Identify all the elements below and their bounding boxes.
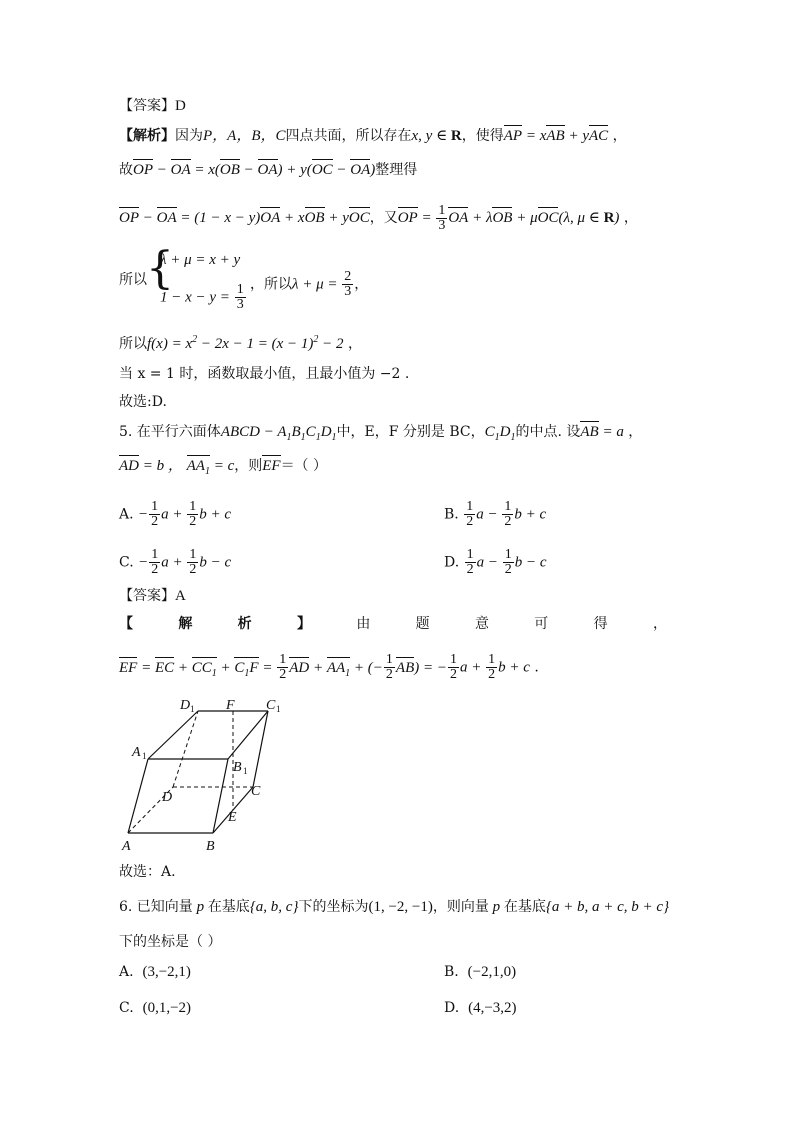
label-sub: 1	[243, 766, 248, 776]
q4-answer	[119, 96, 186, 116]
points: P，A，B，C	[203, 128, 286, 144]
q6-stem: 6. 已知向量 p 在基底{a, b, c}下的坐标为(1, −2, −1)，则向量 p 在基底{a + b, a + c, b + c}	[119, 899, 670, 915]
text: 所以	[119, 272, 147, 288]
math-solid: ABCD − $A_1B_1C_1D_1$	[220, 424, 337, 443]
q6-stem-line2: 下的坐标是（ ）	[119, 934, 222, 950]
q5-answer	[119, 586, 186, 606]
text: ，则	[234, 458, 263, 474]
option-label: B.	[444, 964, 459, 980]
char: 由	[356, 616, 371, 632]
q4-line7: 故选:D.	[119, 394, 167, 410]
text: ，使得	[461, 128, 504, 144]
math-expr: OP = $\frac{1}{3}$ OA + λOB + μOC(λ, μ ∈ R)	[397, 203, 620, 233]
text: 中，E，F 分别是 BC，	[336, 424, 485, 440]
math-expr: $f(x) = x^2 - 2x - 1 = (x - 1)^2 - 2$	[147, 334, 344, 352]
q6-option-a	[119, 962, 191, 982]
option-label: A.	[119, 964, 134, 980]
label-C1: C	[266, 698, 276, 713]
text: 故	[119, 162, 133, 178]
q4-line2	[119, 160, 417, 180]
edge-CC1	[253, 711, 268, 787]
q5-option-c: C. − $\frac{1}{2}$ a + $\frac{1}{2}$ b − c	[119, 547, 232, 577]
system-eq2: 1 − x − y = $\frac{1}{3}$	[160, 282, 244, 312]
label-A1: A	[132, 745, 141, 760]
label-sub: 1	[276, 704, 281, 714]
math-expr: OP − OA = (1 − x − y)OA + xOB + yOC	[119, 209, 370, 226]
q6-option-c	[119, 998, 191, 1018]
brace: {	[146, 243, 174, 294]
q5-analysis-heading	[119, 614, 667, 634]
text: 的中点. 设	[515, 424, 581, 440]
label-B1: B	[233, 760, 242, 775]
edge-AA1	[128, 759, 148, 833]
text: 因为	[175, 128, 203, 144]
label-A: A	[122, 839, 131, 854]
edge-A1D1	[148, 711, 198, 759]
q4-line4-rest: ，所以λ + μ = $\frac{2}{3}$ ，	[250, 269, 369, 299]
q6-option-d	[444, 998, 517, 1018]
text: 四点共面，所以存在	[285, 128, 412, 144]
parallelepiped-figure	[118, 695, 288, 855]
analysis-label: 【解析】	[119, 128, 175, 144]
q5-choice: 故选：A.	[119, 864, 176, 880]
answer-label: 【答案】	[119, 98, 175, 114]
q6-option-b	[444, 962, 516, 982]
option-label: C.	[119, 1000, 134, 1016]
option-label: D.	[444, 554, 460, 571]
answer-label: 【答案】	[119, 588, 175, 604]
q4-line3: OP − OA = (1 − x − y)OA + xOB + yOC，又OP = $\frac{1}{3}$ OA + λOB + μOC(λ, μ ∈ R) ，	[119, 203, 638, 233]
label-F: F	[226, 698, 235, 713]
label-D1: D	[180, 698, 191, 713]
char: 【	[119, 616, 133, 632]
char: 意	[474, 616, 489, 632]
option-value: (3,−2,1)	[142, 964, 191, 980]
q5-option-b: B. $\frac{1}{2}$ a − $\frac{1}{2}$ b + c	[444, 499, 547, 529]
system-eq1: λ + μ = x + y	[160, 252, 241, 268]
label-sub: 1	[142, 751, 147, 761]
q5-option-a: A. − $\frac{1}{2}$ a + $\frac{1}{2}$ b + c	[119, 499, 232, 529]
math-xy: x, y ∈ R	[411, 128, 462, 144]
q5-stem: 5. 在平行六面体ABCD − $A_1B_1C_1D_1$中，E，F 分别是 BC，$C_1D_1$的中点. 设AB = a ，	[119, 424, 643, 443]
text: 整理得	[375, 162, 418, 178]
q5-analysis-expr: EF = EC + $CC_1 + C_1F$ = $\frac{1}{2}$ AD + $AA_1$ + (− $\frac{1}{2}$ AB) = − $\frac{1}{2}$ a + $\frac{1}{2}$ b + c .	[119, 652, 539, 682]
text: 在基底	[503, 899, 546, 915]
q4-line4-prefix	[119, 270, 147, 290]
char: 题	[415, 616, 430, 632]
text: ，则向量	[432, 899, 489, 915]
text: ＝（ ）	[280, 458, 328, 474]
label-C: C	[251, 784, 261, 799]
label-B: B	[206, 839, 215, 854]
option-label: D.	[444, 1000, 460, 1016]
math-expr: OP − OA = x(OB − OA) + y(OC − OA)	[133, 162, 376, 178]
text: ，又	[369, 209, 398, 226]
q4-analysis-line1: 【解析】因为P，A，B，C四点共面，所以存在x, y ∈ R，使得AP = xAB + yAC ，	[119, 128, 627, 144]
label-sub: 1	[190, 704, 195, 714]
q5-option-d: D. $\frac{1}{2}$ a − $\frac{1}{2}$ b − c	[444, 547, 547, 577]
text: 在基底	[207, 899, 250, 915]
answer-value: D	[175, 98, 186, 114]
char: ，	[652, 616, 667, 632]
char: 析	[237, 616, 252, 632]
math-vector-eq: AP = xAB + yAC	[503, 128, 609, 144]
option-value: (4,−3,2)	[468, 1000, 517, 1016]
option-label: A.	[119, 506, 134, 523]
label-E: E	[228, 810, 237, 825]
answer-value: A	[175, 588, 186, 604]
option-value: (0,1,−2)	[142, 1000, 192, 1016]
option-label: C.	[119, 554, 134, 571]
label-D: D	[162, 790, 173, 805]
q4-line5: 所以$f(x) = x^2 - 2x - 1 = (x - 1)^2 - 2$ ，	[119, 334, 362, 352]
option-label: B.	[444, 506, 459, 523]
char: 得	[593, 616, 608, 632]
text: 所以	[119, 336, 147, 352]
text: 下的坐标为	[298, 899, 369, 915]
char: 解	[178, 616, 193, 632]
char: 可	[534, 616, 549, 632]
char: 】	[296, 616, 311, 632]
q5-stem-line2: AD = b ， $AA_1 = c$，则EF＝（ ）	[119, 456, 327, 482]
text: 5. 在平行六面体	[119, 424, 221, 440]
q4-line6: 当 x = 1 时，函数取最小值，且最小值为 −2 .	[119, 366, 410, 382]
option-value: (−2,1,0)	[467, 964, 517, 980]
text: ，所以	[250, 276, 292, 293]
edge-BB1	[213, 759, 228, 833]
edge-B1C1	[228, 711, 268, 759]
text: 6. 已知向量	[119, 899, 193, 915]
